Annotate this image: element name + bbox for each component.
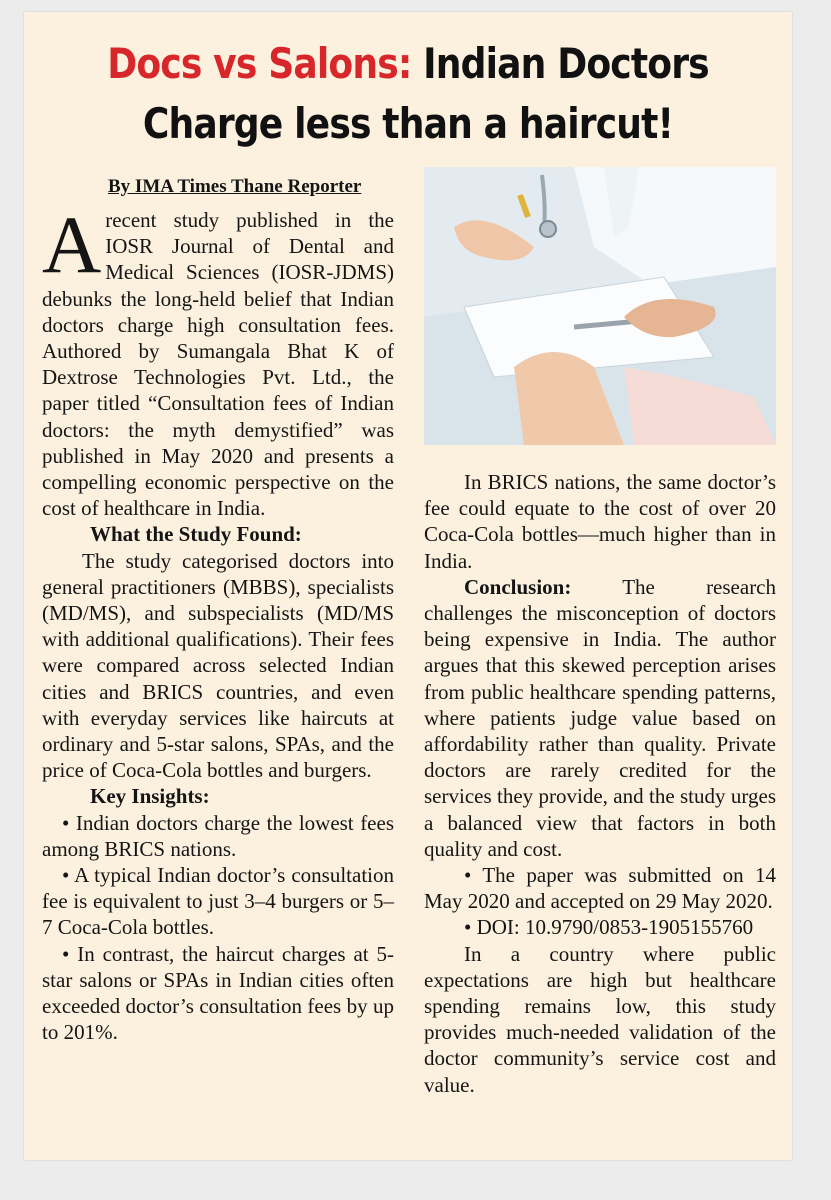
insights-heading: Key Insights: [90, 784, 210, 809]
submission-note: • The paper was submitted on 14 May 2020 and accepted on 29 May 2020. [424, 863, 776, 914]
drop-cap: A [42, 199, 102, 290]
left-column [42, 175, 394, 1046]
right-column [424, 469, 776, 1098]
insight-bullet: • In contrast, the haircut charges at 5-star salons or SPAs in Indian cities often exceeded doctor’s consultation fees by up to 201%. [42, 941, 394, 1045]
insight-bullet: • Indian doctors charge the lowest fees among BRICS nations. [42, 810, 394, 861]
headline-black-part: Indian Doctors [423, 39, 709, 88]
study-heading: What the Study Found: [90, 522, 302, 547]
intro-paragraph [42, 199, 394, 521]
conclusion-paragraph [424, 574, 776, 862]
headline-line-2: Charge less than a haircut! [142, 99, 674, 148]
newspaper-clipping [24, 12, 792, 1160]
brics-paragraph: In BRICS nations, the same doctor’s fee could equate to the cost of over 20 Coca-Cola bottles—much higher than in India. [424, 470, 776, 573]
doctor-patient-photo [424, 167, 776, 445]
closing-paragraph: In a country where public expectations are high but healthcare spending remains low, this study provides much-needed validation of the doctor community’s service cost and value. [424, 941, 776, 1097]
headline-red-part: Docs vs Salons: [107, 39, 412, 88]
conclusion-text: The research challenges the misconception of doctors being expensive in India. The author argues that this skewed perception arises from public healthcare spending patterns, where patients judge value based on affordability rather than quality. Private doctors are rarely credited for the services they provide, and the study urges a balanced view that factors in both quality and cost. [424, 574, 777, 861]
conclusion-label: Conclusion: [464, 574, 572, 599]
intro-text: recent study published in the IOSR Journal of Dental and Medical Sciences (IOSR-JDMS) debunks the long-held belief that Indian doctors charge high consultation fees. Authored by Sumangala Bhat K of Dextrose Technologies Pvt. Ltd., the paper titled “Consultation fees of Indian doctors: the myth demystified” was published in May 2020 and presents a compelling economic perspective on the cost of healthcare in India. [42, 208, 394, 521]
doi-note: • DOI: 10.9790/0853-1905155760 [464, 915, 754, 940]
byline: By IMA Times Thane Reporter [108, 176, 362, 197]
insight-bullet: • A typical Indian doctor’s consultation fee is equivalent to just 3–4 burgers or 5–7 Coca-Cola bottles. [42, 863, 394, 940]
headline [78, 34, 738, 154]
study-paragraph: The study categorised doctors into general practitioners (MBBS), specialists (MD/MS), and subspecialists (MD/MS with additional qualifications). Their fees were compared across selected Indian cities and BRICS countries, and even with everyday services like haircuts at ordinary and 5-star salons, SPAs, and the price of Coca-Cola bottles and burgers. [42, 548, 394, 783]
